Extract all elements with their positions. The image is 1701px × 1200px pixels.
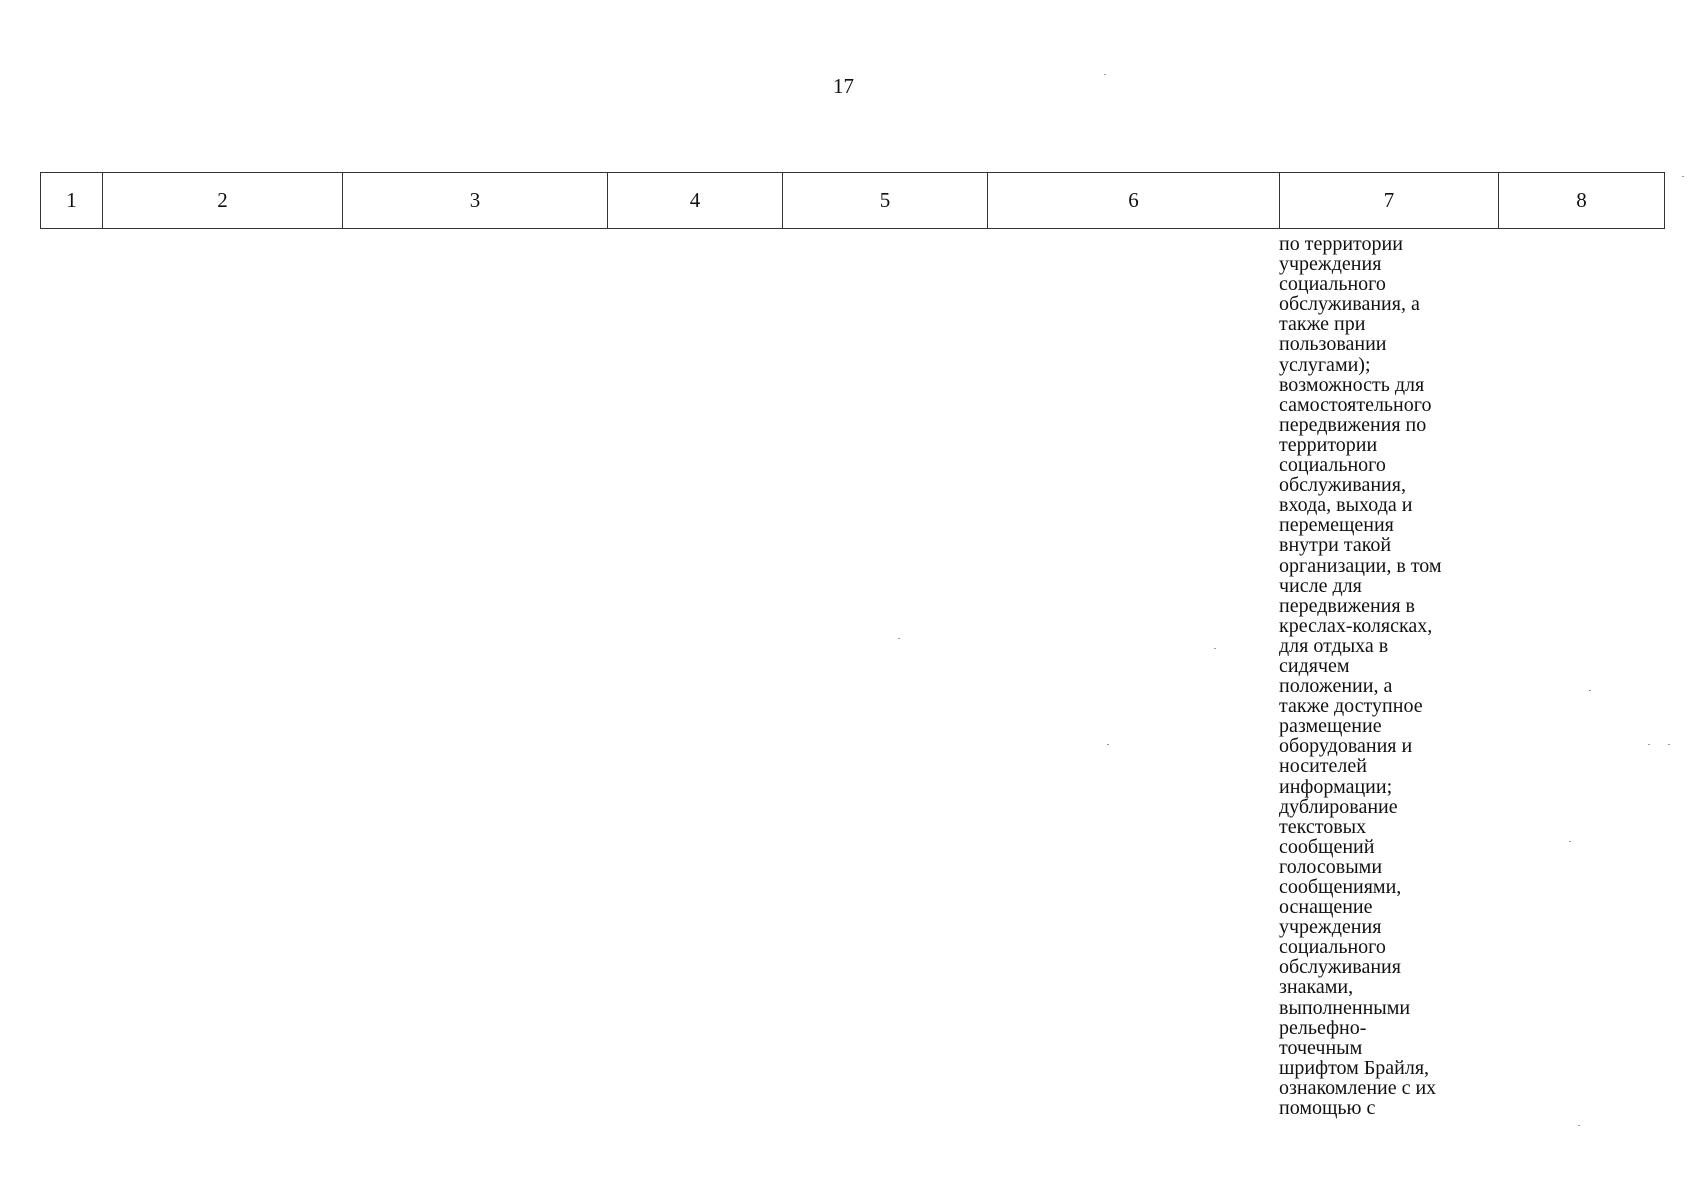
column-number-cell-4: 4: [608, 173, 783, 229]
page-number-text: 17: [833, 74, 854, 98]
scan-speck: [1107, 744, 1109, 745]
scan-speck: [1214, 648, 1216, 649]
scan-speck: [1104, 74, 1106, 75]
column-7-body-text: по территории учреждения социального обслуживания, а также при пользовании услугами); возможность для самостоятельного передвижения по территории социального обслуживания, входа, выхода и перемещения внутри такой организации, в том числе для передвижения в креслах-колясках, для отдыха в сидячем положении, а также доступное размещение оборудования и носителей информации; дублирование текстовых сообщений голосовыми сообщениями, оснащение учреждения социального обслуживания знаками, выполненными рельефно- точечным шрифтом Брайля, ознакомление с их помощью с: [1279, 233, 1442, 1120]
scan-speck: [1648, 744, 1650, 745]
column-number-cell-1: 1: [41, 173, 103, 229]
column-number-cell-5: 5: [783, 173, 988, 229]
scan-speck: [1682, 176, 1684, 177]
column-number-table: [40, 172, 1665, 229]
column-number-cell-3: 3: [343, 173, 608, 229]
scan-speck: [1578, 1125, 1580, 1126]
scan-speck: [1668, 744, 1670, 745]
column-number-cell-8: 8: [1499, 173, 1665, 229]
column-number-cell-2: 2: [103, 173, 343, 229]
column-number-cell-6: 6: [988, 173, 1280, 229]
scan-speck: [1589, 690, 1591, 691]
column-number-row: [41, 173, 1665, 229]
scan-speck: [1569, 841, 1571, 842]
scan-speck: [898, 638, 900, 639]
column-number-cell-7: 7: [1280, 173, 1499, 229]
